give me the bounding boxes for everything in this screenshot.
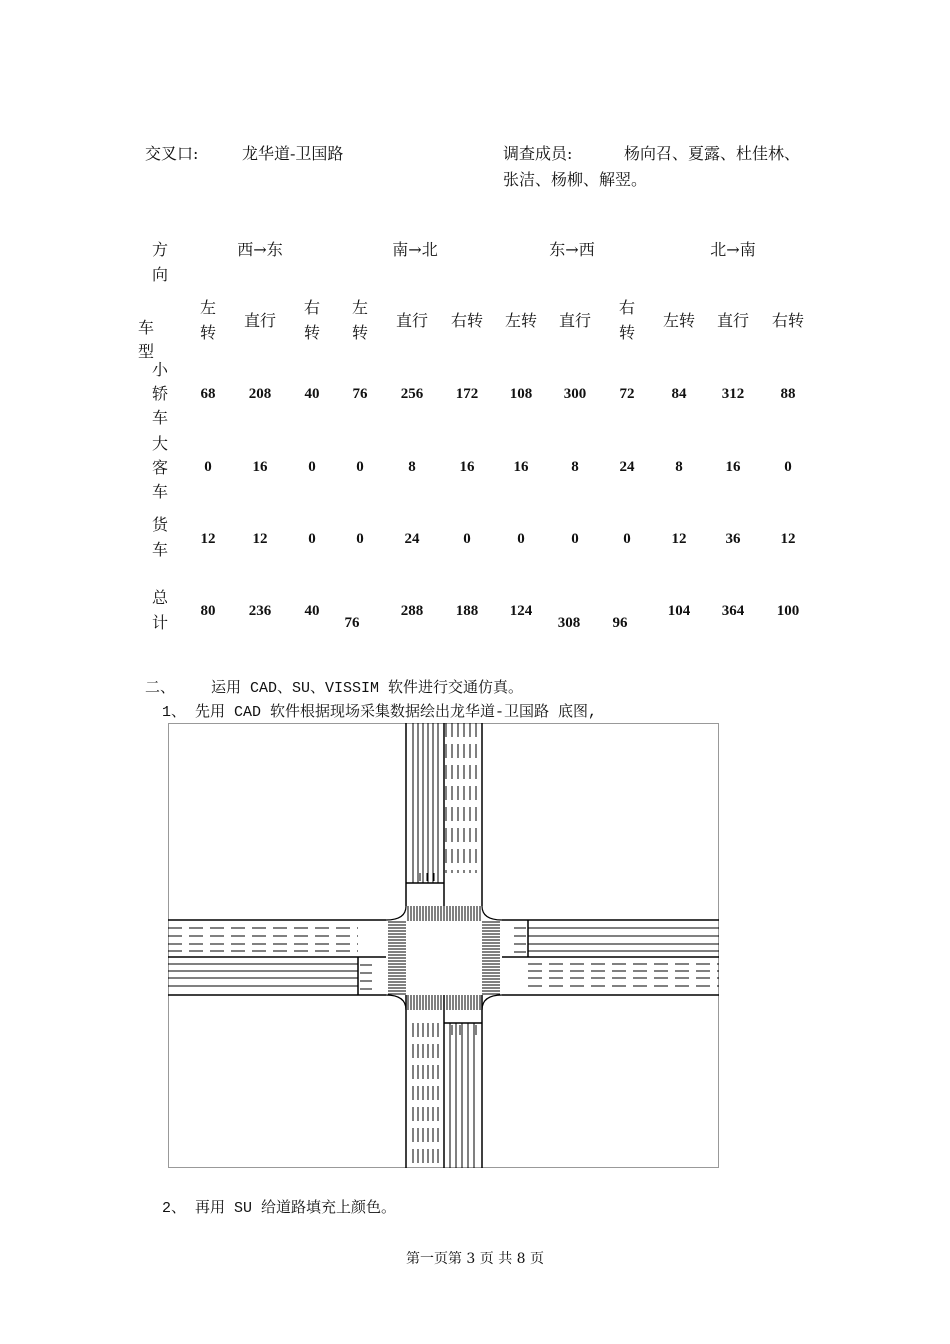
movement-header-4-1: 左 [351, 298, 368, 317]
cell-r1-c2: 208 [248, 386, 272, 402]
intersection-label: 交叉口: [145, 144, 199, 163]
cell-r1-c6: 172 [455, 386, 479, 402]
cell-r3-c2: 12 [252, 531, 268, 547]
members-label: 调查成员: [503, 144, 573, 163]
direction-west-east: 西→东 [237, 240, 283, 259]
cell-r4-c11: 364 [721, 603, 745, 619]
cell-r1-c5: 256 [400, 386, 424, 402]
cell-r1-c7: 108 [509, 386, 533, 402]
cell-r2-c10: 8 [675, 459, 683, 475]
intersection-cad-diagram [168, 723, 719, 1168]
movement-header-6-1: 右转 [450, 311, 483, 330]
row-label-2-1: 大 [151, 434, 168, 453]
cell-r3-c6: 0 [463, 531, 471, 547]
direction-east-west: 东→西 [549, 240, 595, 259]
cell-r4-c12: 100 [776, 603, 800, 619]
cell-r4-c3: 40 [304, 603, 320, 619]
cell-r3-c1: 12 [200, 531, 216, 547]
cell-r1-c8: 300 [563, 386, 587, 402]
movement-header-10-1: 左转 [662, 311, 695, 330]
corner-vehicle-1: 车 [137, 318, 154, 337]
movement-header-2-1: 直行 [243, 311, 276, 330]
movement-header-4-2: 转 [351, 323, 368, 342]
row-label-4-1: 总 [151, 588, 168, 607]
cell-r4-c8: 308 [557, 615, 581, 631]
cell-r4-c9: 96 [612, 615, 628, 631]
cell-r4-c2: 236 [248, 603, 272, 619]
cell-r3-c12: 12 [780, 531, 796, 547]
cell-r2-c5: 8 [408, 459, 416, 475]
corner-direction-1: 方 [151, 240, 168, 259]
movement-header-11-1: 直行 [716, 311, 749, 330]
row-label-3-1: 货 [151, 515, 168, 534]
section-number: 二、 [145, 680, 176, 697]
movement-header-8-1: 直行 [558, 311, 591, 330]
cell-r3-c11: 36 [725, 531, 741, 547]
section-title: 运用 CAD、SU、VISSIM 软件进行交通仿真。 [211, 680, 524, 697]
cell-r2-c9: 24 [619, 459, 635, 475]
cell-r2-c11: 16 [725, 459, 741, 475]
movement-header-3-1: 右 [303, 298, 320, 317]
cell-r3-c9: 0 [623, 531, 631, 547]
cell-r4-c7: 124 [509, 603, 533, 619]
cell-r2-c6: 16 [459, 459, 475, 475]
cell-r1-c4: 76 [352, 386, 368, 402]
cell-r4-c4: 76 [344, 615, 360, 631]
movement-header-1-2: 转 [199, 323, 216, 342]
cell-r1-c10: 84 [671, 386, 687, 402]
cell-r1-c11: 312 [721, 386, 745, 402]
cell-r2-c3: 0 [308, 459, 316, 475]
step2-text: 2、 再用 SU 给道路填充上颜色。 [162, 1200, 397, 1217]
row-label-1-2: 轿 [151, 384, 168, 403]
movement-header-7-1: 左转 [504, 311, 537, 330]
step1-text: 1、 先用 CAD 软件根据现场采集数据绘出龙华道-卫国路 底图, [162, 704, 598, 721]
cell-r2-c1: 0 [204, 459, 212, 475]
movement-header-3-2: 转 [303, 323, 320, 342]
cell-r2-c4: 0 [356, 459, 364, 475]
cell-r3-c10: 12 [671, 531, 687, 547]
row-label-1-1: 小 [151, 360, 168, 379]
movement-header-9-2: 转 [618, 323, 635, 342]
cell-r4-c5: 288 [400, 603, 424, 619]
cell-r3-c8: 0 [571, 531, 579, 547]
movement-header-5-1: 直行 [395, 311, 428, 330]
page-footer: 第一页第 3 页 共 8 页 [405, 1251, 545, 1267]
row-label-3-2: 车 [151, 540, 168, 559]
cell-r2-c2: 16 [252, 459, 268, 475]
row-label-1-3: 车 [151, 408, 168, 427]
cell-r2-c8: 8 [571, 459, 579, 475]
corner-direction-2: 向 [151, 265, 168, 284]
cell-r4-c10: 104 [667, 603, 691, 619]
direction-north-south: 北→南 [710, 240, 756, 259]
intersection-name: 龙华道-卫国路 [242, 144, 344, 163]
cell-r1-c12: 88 [780, 386, 796, 402]
corner-vehicle-2: 型 [137, 342, 154, 361]
direction-south-north: 南→北 [392, 240, 438, 259]
cell-r2-c12: 0 [784, 459, 792, 475]
members-line1: 杨向召、夏露、杜佳林、 [624, 144, 801, 163]
movement-header-12-1: 右转 [771, 311, 804, 330]
row-label-4-2: 计 [151, 613, 168, 632]
cell-r2-c7: 16 [513, 459, 529, 475]
cell-r3-c3: 0 [308, 531, 316, 547]
members-line2: 张洁、杨柳、解翌。 [503, 170, 648, 189]
movement-header-9-1: 右 [618, 298, 635, 317]
cell-r4-c1: 80 [200, 603, 216, 619]
cell-r3-c5: 24 [404, 531, 420, 547]
cell-r3-c7: 0 [517, 531, 525, 547]
cell-r1-c3: 40 [304, 386, 320, 402]
cell-r1-c1: 68 [200, 386, 216, 402]
cell-r4-c6: 188 [455, 603, 479, 619]
row-label-2-2: 客 [151, 458, 168, 477]
movement-header-1-1: 左 [199, 298, 216, 317]
cell-r1-c9: 72 [619, 386, 635, 402]
cell-r3-c4: 0 [356, 531, 364, 547]
row-label-2-3: 车 [151, 482, 168, 501]
